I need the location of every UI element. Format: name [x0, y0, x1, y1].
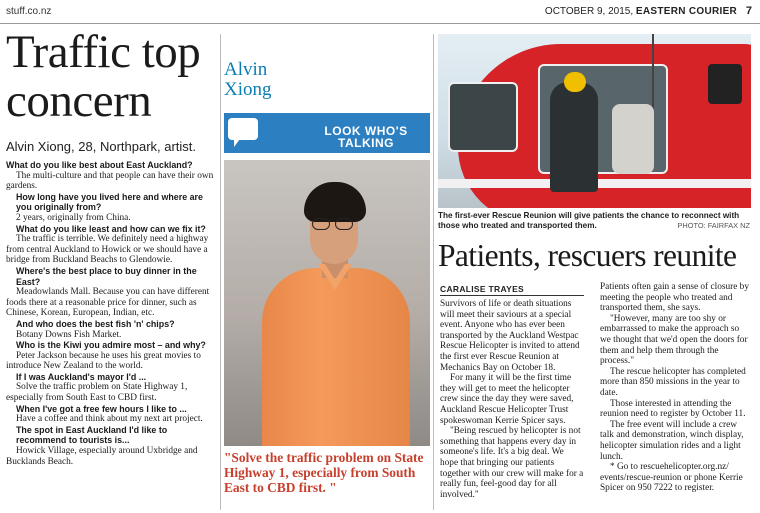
qa-question: The spot in East Auckland I'd like to recommend to tourists is...	[16, 424, 168, 446]
photo-caption: The first-ever Rescue Reunion will give patients the chance to reconnect with those who treated and transported them.	[438, 211, 740, 230]
article-paragraph: The free event will include a crew talk and demonstration, winch display, helicopter simulation rides and a light lunch.	[600, 419, 744, 462]
profile-first-name: Alvin	[224, 59, 268, 80]
banner-line-1: LOOK WHO'S	[324, 124, 408, 138]
header-dateline	[545, 5, 752, 17]
article-paragraph: * Go to rescuehelicopter.org.nz/ events/rescue-reunion or phone Kerrie Spicer on 950 7222 to register.	[600, 462, 743, 494]
hair-shape	[304, 182, 366, 222]
byline: Alvin Xiong, 28, Northpark, artist.	[6, 139, 197, 154]
qa-answer: Peter Jackson because he uses his great movies to introduce New Zealand to the world.	[6, 350, 201, 372]
page-number: 7	[745, 5, 752, 17]
qa-list	[6, 160, 216, 467]
author-rule	[440, 295, 584, 296]
page-header	[0, 0, 760, 24]
qa-question: What do you like least and how can we fix it?	[16, 223, 206, 234]
look-whos-talking-banner	[224, 113, 430, 153]
article-paragraph: Patients often gain a sense of closure by meeting the people who treated and transported them, she says.	[600, 282, 749, 314]
title-line-2: concern	[6, 75, 152, 127]
article-paragraph: For many it will be the first time they will get to meet the helicopter crew since the day they were saved, Auckland Rescue Helicopter Trust spokeswoman Kerrie Spicer says.	[440, 373, 574, 426]
qa-answer: Solve the traffic problem on State Highway 1, especially from South East to CBD first.	[6, 382, 188, 404]
column-divider-right	[433, 34, 434, 510]
qa-question: If I was Auckland's mayor I'd ...	[16, 371, 147, 382]
profile-last-name: Xiong	[224, 79, 272, 100]
site-url: stuff.co.nz	[6, 6, 52, 17]
profile-name	[224, 60, 272, 100]
article-paragraph: "Being rescued by helicopter is not something that happens every day in someone's life. It's a big deal. We hope that bringing our patients together with our crew will make for a really fun, feel-good day for all involved."	[440, 426, 584, 500]
speech-bubble-icon	[228, 118, 258, 140]
article-author: CARALISE TRAYES	[440, 284, 525, 294]
qa-answer: Botany Downs Fish Market.	[16, 329, 122, 340]
patient-figure	[612, 104, 654, 174]
qa-question: When I've got a free few hours I like to ...	[16, 403, 187, 414]
article-paragraph: "However, many are too shy or embarrassed to make the approach so we thought that we'd open the doors for them and help them through the process."	[600, 313, 748, 367]
issue-date: OCTOBER 9, 2015,	[544, 6, 634, 17]
qa-question: Who is the Kiwi you admire most – and why?	[16, 340, 206, 351]
qa-answer: The multi-culture and that people can have their own gardens.	[6, 170, 214, 192]
paper-name: EASTERN COURIER	[635, 6, 738, 17]
article-headline: Patients, rescuers reunite	[438, 238, 737, 273]
qa-answer: Meadowlands Mall. Because you can have different foods there at a reasonable price for dinner, such as Chinese, Korean, European, Indian, etc.	[6, 287, 210, 319]
helicopter-window	[448, 82, 518, 152]
article-column-1	[440, 299, 584, 500]
crew-member	[550, 82, 598, 192]
qa-answer: Have a coffee and think about my next art project.	[16, 414, 203, 425]
banner-text	[306, 125, 426, 149]
title-line-1: Traffic top	[6, 26, 201, 78]
helicopter-photo	[438, 34, 751, 208]
column-divider-left	[220, 34, 221, 510]
photo-credit: PHOTO: FAIRFAX NZ	[677, 221, 750, 230]
qa-answer: Howick Village, especially around Uxbridge and Bucklands Beach.	[6, 446, 198, 467]
qa-question: How long have you lived here and where are you originally from?	[16, 191, 203, 213]
qa-question: And who does the best fish 'n' chips?	[16, 318, 175, 329]
qa-question: What do you like best about East Auckland?	[6, 160, 193, 170]
article-paragraph: Survivors of life or death situations will meet their saviours at a special event. Anyone who has ever been transported by the Auckland Westpac Rescue Helicopter is invited to attend the first ever Rescue Reunion at Mechanics Bay on October 18.	[440, 299, 580, 373]
shirt-shape	[262, 268, 410, 446]
equipment-bag	[708, 64, 742, 104]
banner-line-2: TALKING	[338, 136, 394, 150]
article-paragraph: Those interested in attending the reunion need to register by October 11.	[600, 398, 746, 420]
qa-question: Where's the best place to buy dinner in the East?	[16, 265, 197, 287]
pull-quote: "Solve the traffic problem on State Highway 1, especially from South East to CBD first. "	[224, 450, 424, 495]
article-paragraph: The rescue helicopter has completed more than 850 missions in the year to date.	[600, 366, 746, 398]
glasses-icon	[312, 218, 356, 230]
helmet-icon	[564, 72, 586, 92]
article-column-2	[600, 282, 750, 494]
article-title	[6, 28, 221, 126]
portrait-photo	[224, 160, 430, 446]
qa-answer: The traffic is terrible. We definitely need a highway from central Auckland to Howick or we should have a bridge from Buckland Beachs to Glendowie.	[6, 234, 209, 266]
qa-answer: 2 years, originally from China.	[16, 212, 131, 223]
